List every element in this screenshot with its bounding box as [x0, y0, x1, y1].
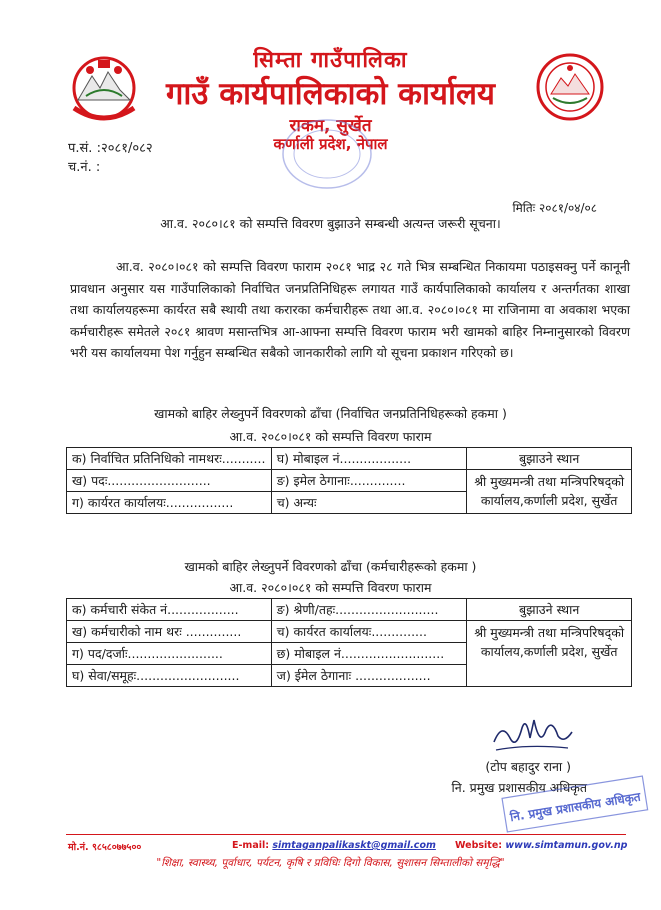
staff-grade-field: ङ) श्रेणी/तहः.......................... [271, 599, 467, 621]
svg-text:नि. प्रमुख प्रशासकीय अधिकृत: नि. प्रमुख प्रशासकीय अधिकृत [509, 789, 642, 825]
reference-number: प.सं. :२०८१/०८२ [68, 141, 153, 156]
table-row [67, 470, 632, 492]
dispatch-number: च.नं. : [68, 160, 101, 175]
elected-envelope-table [66, 447, 632, 514]
submit-to-header: बुझाउने स्थान [467, 448, 632, 470]
office-location: राकम, सुर्खेत [289, 116, 372, 136]
staff-code-field: क) कर्मचारी संकेत नं.................. [67, 599, 272, 621]
notice-date: मितिः २०८१/०४/०८ [512, 201, 597, 215]
table-row [67, 448, 632, 470]
staff-form-subcaption: आ.व. २०८०।०८१ को सम्पत्ति विवरण फाराम [229, 580, 432, 595]
office-stamp-icon [278, 112, 376, 192]
office-province: कर्णाली प्रदेश, नेपाल [273, 135, 388, 153]
notice-body: आ.व. २०८०।०८१ को सम्पत्ति विवरण फाराम २०८१ भाद्र २८ गते भित्र सम्बन्धित निकायमा पठाइसक्नु पर्ने कानूनी प्रावधान अनुसार यस गाउँपालिकाको निर्वाचित जनप्रतिनिधिहरू लगायत गाउँ कार्यपालिकाको कार्यालय र अन्तर्गतका शाखा तथा कार्यालयहरूमा कार्यरत सबै स्थायी तथा करारका कर्मचारीहरू तथा आ.व. २०८०।०८१ मा राजिनामा वा अवकाश भएका कर्मचारीहरू समेतले २०८१ श्रावण मसान्तभित्र आ-आफ्ना सम्पत्ति विवरण फाराम भरी खामको बाहिर निम्नानुसारको विवरण भरी यस कार्यालयमा पेश गर्नुहुन सम्बन्धित सबैको जानकारीको लागि यो सूचना प्रकाशन गरिएको छ। [70, 259, 630, 361]
footer-email [232, 840, 436, 851]
footer-website [455, 840, 627, 851]
footer-slogan: "शिक्षा, स्वास्थ्य, पूर्वाधार, पर्यटन, कृषि र प्रविधिः दिगो विकास, सुशासन सिम्तालीको समृद्धि" [156, 857, 505, 869]
table-row [67, 599, 632, 621]
elected-name-field: क) निर्वाचित प्रतिनिधिको नामथरः........... [67, 448, 272, 470]
elected-email-field: ङ) इमेल ठेगानाः.............. [271, 470, 467, 492]
elected-other-field: च) अन्यः [271, 492, 467, 514]
signer-name: (टोप बहादुर राना ) [485, 759, 571, 774]
staff-envelope-table [66, 598, 632, 687]
office-name: गाउँ कार्यपालिकाको कार्यालय [165, 76, 496, 112]
elected-post-field: ख) पदः.......................... [67, 470, 272, 492]
footer-email-label: E-mail: [232, 840, 270, 851]
municipality-name: सिम्ता गाउँपालिका [253, 48, 408, 73]
elected-form-caption: खामको बाहिर लेख्नुपर्ने विवरणको ढाँचा (निर्वाचित जनप्रतिनिधिहरूको हकमा ) [154, 406, 507, 421]
staff-form-caption: खामको बाहिर लेख्नुपर्ने विवरणको ढाँचा (कर्मचारीहरूको हकमा ) [184, 559, 477, 574]
staff-mobile-field: छ) मोबाइल नं.......................... [271, 643, 467, 665]
footer-phone: मो.नं. ९८५८०७७५०० [68, 842, 142, 853]
signer-title: नि. प्रमुख प्रशासकीय अधिकृत [451, 780, 587, 795]
submit-to-office: श्री मुख्यमन्त्री तथा मन्त्रिपरिषद्को कार्यालय,कर्णाली प्रदेश, सुर्खेत [467, 621, 632, 687]
footer-email-link[interactable]: simtaganpalikaskt@gmail.com [272, 840, 436, 851]
submit-to-office: श्री मुख्यमन्त्री तथा मन्त्रिपरिषद्को कार्यालय,कर्णाली प्रदेश, सुर्खेत [467, 470, 632, 514]
table-row [67, 621, 632, 643]
official-stamp-icon [500, 775, 650, 835]
staff-name-field: ख) कर्मचारीको नाम थरः .............. [67, 621, 272, 643]
staff-office-field: च) कार्यरत कार्यालयः.............. [271, 621, 467, 643]
footer-website-link[interactable]: www.simtamun.gov.np [505, 840, 628, 851]
staff-post-field: ग) पद/दर्जाः........................ [67, 643, 272, 665]
signature-icon [488, 708, 578, 758]
staff-service-field: घ) सेवा/समूहः.......................... [67, 665, 272, 687]
footer-website-label: Website: [455, 840, 503, 851]
elected-office-field: ग) कार्यरत कार्यालयः................. [67, 492, 272, 514]
staff-email-field: ज) ईमेल ठेगानाः ................... [271, 665, 467, 687]
elected-form-subcaption: आ.व. २०८०।०८१ को सम्पत्ति विवरण फाराम [229, 429, 432, 444]
elected-mobile-field: घ) मोबाइल नं.................. [271, 448, 467, 470]
submit-to-header: बुझाउने स्थान [467, 599, 632, 621]
notice-subject: आ.व. २०८०।८१ को सम्पत्ति विवरण बुझाउने सम्बन्धी अत्यन्त जरूरी सूचना। [160, 216, 501, 231]
footer-divider [66, 834, 626, 835]
